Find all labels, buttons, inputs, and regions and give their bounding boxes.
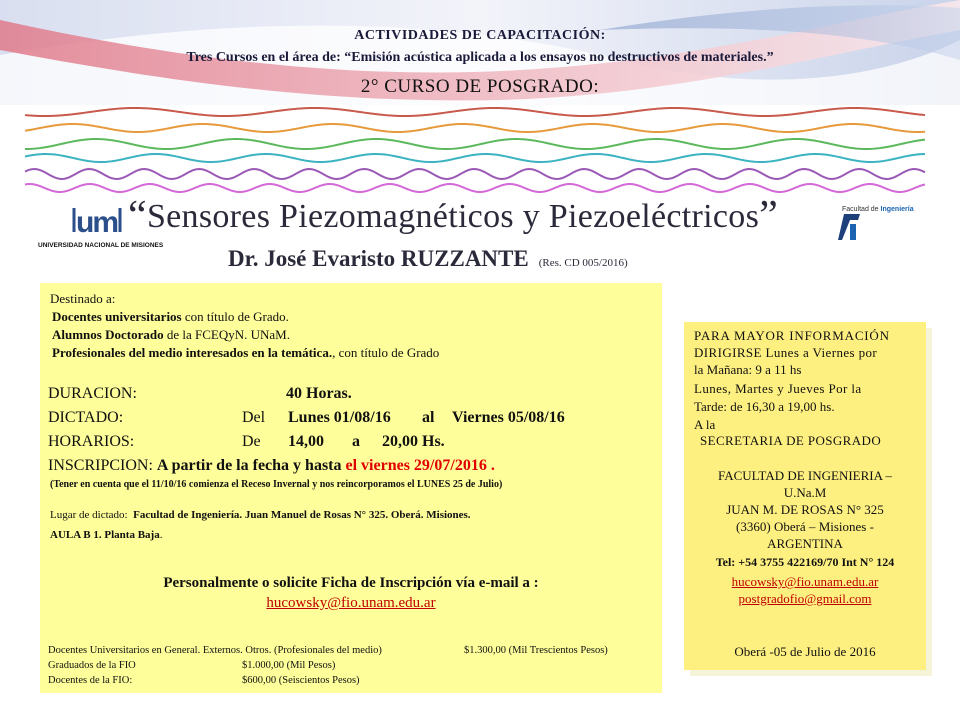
header-activities-title: ACTIVIDADES DE CAPACITACIÓN: <box>354 28 606 43</box>
resolution-number: (Res. CD 005/2016) <box>538 257 628 269</box>
wave-purple <box>25 169 925 179</box>
info-email-link[interactable]: postgradofio@gmail.com <box>738 591 872 606</box>
info-line: A la <box>694 417 716 432</box>
dictado-del: Del <box>242 409 266 426</box>
info-line: ARGENTINA <box>767 536 843 551</box>
svg-text:um: um <box>76 206 117 239</box>
inscripcion-line: INSCRIPCION: A partir de la fecha y hasta el viernes 29/07/2016 . <box>48 457 495 474</box>
contact-info-box <box>684 322 926 670</box>
info-line: la Mañana: 9 a 11 hs <box>694 362 802 377</box>
audience-item: Profesionales del medio interesados en la temática., con título de Grado <box>52 345 440 360</box>
wave-pink <box>25 184 925 192</box>
wave-teal <box>25 154 925 162</box>
contact-email-link[interactable]: hucowsky@fio.unam.edu.ar <box>266 595 436 611</box>
course-speaker: Dr. José Evaristo RUZZANTE (Res. CD 005/2016) <box>228 246 628 271</box>
course-title: “Sensores Piezomagnéticos y Piezoeléctricos” <box>128 193 779 239</box>
horarios-start: 14,00 <box>288 433 324 450</box>
audience-item: Docentes universitarios con título de Grado. <box>52 309 289 324</box>
info-line: FACULTAD DE INGENIERIA – <box>717 468 893 483</box>
wave-orange <box>25 124 925 132</box>
dictado-start-date: Lunes 01/08/16 <box>288 409 391 426</box>
info-line: DIRIGIRSE Lunes a Viernes por <box>694 345 878 360</box>
info-line: U.Na.M <box>783 485 827 500</box>
fee-label: Docentes Universitarios en General. Externos. Otros. (Profesionales del medio) <box>48 645 382 656</box>
inscripcion-deadline: el viernes 29/07/2016 . <box>345 457 495 474</box>
info-email-2 <box>684 591 926 607</box>
dictado-end-date: Viernes 05/08/16 <box>452 409 565 426</box>
aula-line: AULA B 1. Planta Baja. <box>50 529 163 541</box>
horarios-de: De <box>242 433 261 450</box>
audience-item: Alumnos Doctorado de la FCEQyN. UNaM. <box>52 327 290 342</box>
info-phone: Tel: +54 3755 422169/70 Int N° 124 <box>715 555 895 569</box>
destinado-label: Destinado a: <box>50 291 116 306</box>
course-details-box <box>40 283 662 693</box>
fee-price: $600,00 (Seiscientos Pesos) <box>242 675 360 686</box>
info-line: JUAN M. DE ROSAS N° 325 <box>726 502 884 517</box>
duracion-value: 40 Horas. <box>286 385 352 402</box>
horarios-a: a <box>352 433 360 450</box>
fee-price: $1.300,00 (Mil Trescientos Pesos) <box>464 645 608 656</box>
wave-green <box>25 139 925 149</box>
info-email-link[interactable]: hucowsky@fio.unam.edu.ar <box>731 574 879 589</box>
dictado-al: al <box>422 409 435 426</box>
info-line: Tarde: de 16,30 a 19,00 hs. <box>694 399 835 414</box>
receso-note: (Tener en cuenta que el 11/10/16 comienza el Receso Invernal y nos reincorporamos el LUNES 25 de Julio) <box>50 479 503 490</box>
info-line: SECRETARIA DE POSGRADO <box>700 433 882 448</box>
unam-logo-text: UNIVERSIDAD NACIONAL DE MISIONES <box>38 242 164 249</box>
fi-logo-text: Facultad de Ingeniería <box>842 206 914 213</box>
info-date: Oberá -05 de Julio de 2016 <box>734 644 876 659</box>
header-courses-description: Tres Cursos en el área de: “Emisión acústica aplicada a los ensayos no destructivos de materiales.” <box>186 50 774 65</box>
duracion-label: DURACION: <box>48 385 137 402</box>
facultad-ingenieria-logo <box>836 196 946 246</box>
dictado-label: DICTADO: <box>48 409 124 426</box>
horarios-end: 20,00 Hs. <box>382 433 445 450</box>
lugar-line: Lugar de dictado: Facultad de Ingeniería. Juan Manuel de Rosas N° 325. Oberá. Misiones. <box>50 509 471 521</box>
header-course-number: 2° CURSO DE POSGRADO: <box>360 76 600 97</box>
decorative-waves <box>0 100 960 195</box>
fee-price: $1.000,00 (Mil Pesos) <box>242 660 336 671</box>
horarios-label: HORARIOS: <box>48 433 135 450</box>
info-line: (3360) Oberá – Misiones - <box>736 519 874 534</box>
fee-label: Docentes de la FIO: <box>48 675 133 686</box>
fi-emblem-icon <box>836 210 866 244</box>
wave-red <box>25 108 925 116</box>
contact-prompt: Personalmente o solicite Ficha de Inscripción vía e-mail a : <box>163 575 539 591</box>
contact-email-wrap <box>40 595 662 612</box>
info-email-1 <box>684 574 926 590</box>
fee-label: Graduados de la FIO <box>48 660 136 671</box>
info-line: Lunes, Martes y Jueves Por la <box>694 381 862 396</box>
info-line: PARA MAYOR INFORMACIÓN <box>694 328 890 343</box>
